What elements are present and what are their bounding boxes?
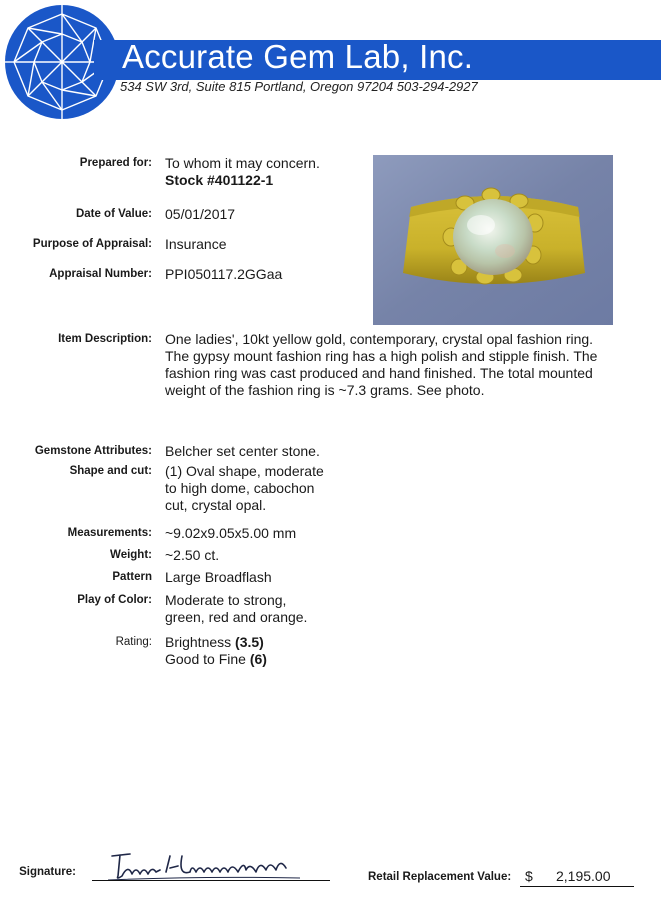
gemstone-attributes: Belcher set center stone. (165, 443, 320, 459)
purpose-value: Insurance (165, 236, 227, 252)
rating-brightness (165, 634, 365, 651)
date-of-value-label: Date of Value: (75, 208, 152, 220)
prepared-for-value: To whom it may concern. (165, 155, 320, 171)
currency-symbol: $ (525, 868, 533, 884)
shape-cut-value (165, 463, 365, 514)
shape-cut-line: cut, crystal opal. (165, 497, 267, 513)
play-of-color-label: Play of Color: (77, 594, 152, 606)
appraisal-number: PPI050117.2GGaa (165, 266, 283, 282)
play-of-color-line: green, red and orange. (165, 609, 308, 625)
purpose-label: Purpose of Appraisal: (32, 238, 152, 250)
item-description-label: Item Description: (58, 333, 152, 345)
signature-label: Signature: (19, 866, 76, 878)
pattern-value: Large Broadflash (165, 569, 272, 585)
rating-value (165, 634, 365, 668)
gemstone-attributes-label: Gemstone Attributes: (34, 445, 152, 457)
play-of-color-line: Moderate to strong, (165, 592, 287, 608)
signature-line (92, 880, 330, 881)
rating-label: Rating: (115, 636, 152, 648)
company-name: Accurate Gem Lab, Inc. (122, 38, 474, 75)
retail-value-label: Retail Replacement Value: (368, 871, 512, 883)
weight-value: ~2.50 ct. (165, 547, 220, 563)
stock-number: Stock #401122-1 (165, 172, 274, 188)
shape-cut-line: (1) Oval shape, moderate (165, 463, 324, 479)
shape-cut-label: Shape and cut: (69, 465, 152, 477)
rating-brightness-value: (3.5) (235, 634, 264, 650)
play-of-color-value (165, 592, 365, 626)
retail-value: 2,195.00 (556, 868, 611, 884)
weight-label: Weight: (110, 549, 152, 561)
rating-brightness-text: Brightness (165, 634, 232, 650)
item-description (165, 331, 635, 399)
measurements-label: Measurements: (67, 527, 152, 539)
shape-cut-line: to high dome, cabochon (165, 480, 315, 496)
company-address: 534 SW 3rd, Suite 815 Portland, Oregon 97204 503-294-2927 (120, 79, 478, 94)
pattern-label: Pattern (112, 571, 152, 583)
date-of-value: 05/01/2017 (165, 206, 236, 222)
retail-value-line (520, 886, 634, 887)
item-description-line: The gypsy mount fashion ring has a high polish and stipple finish. The (165, 348, 598, 364)
item-description-line: One ladies', 10kt yellow gold, contemporary, crystal opal fashion ring. (165, 331, 594, 347)
appraisal-number-label: Appraisal Number: (49, 268, 152, 280)
rating-grade (165, 651, 365, 668)
measurements-value: ~9.02x9.05x5.00 mm (165, 525, 297, 541)
item-description-line: weight of the fashion ring is ~7.3 grams. See photo. (165, 382, 485, 398)
rating-grade-value: (6) (249, 651, 267, 667)
prepared-for-label: Prepared for: (79, 157, 152, 169)
item-description-line: fashion ring was cast produced and hand finished. The total mounted (165, 365, 593, 381)
rating-grade-text: Good to Fine (165, 651, 246, 667)
ring-photo (373, 155, 613, 325)
